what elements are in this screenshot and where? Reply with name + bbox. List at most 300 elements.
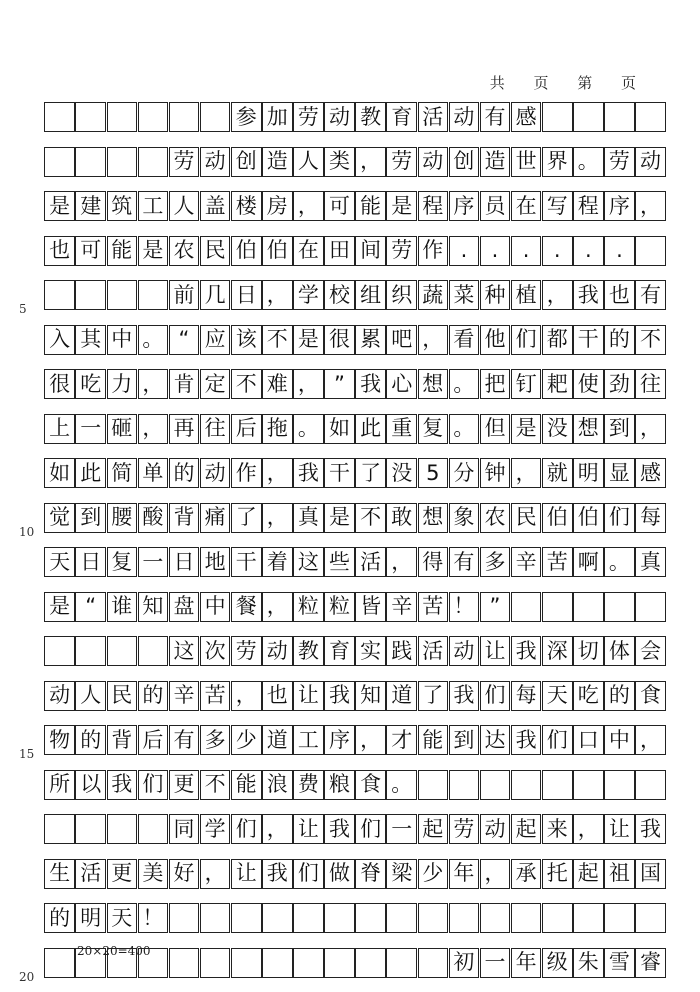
grid-cell: ， xyxy=(138,369,169,399)
grid-cell: 应 xyxy=(200,325,231,355)
grid-cell: 显 xyxy=(604,458,635,488)
grid-cell: 造 xyxy=(262,147,293,177)
grid-cell: 劳 xyxy=(449,814,480,844)
grid-cell: 民 xyxy=(107,681,138,711)
grid-cell: 序 xyxy=(604,191,635,221)
grid-cell xyxy=(107,636,138,666)
grid-cell: 但 xyxy=(480,414,511,444)
grid-cell: 雪 xyxy=(604,948,635,978)
grid-cell xyxy=(386,948,417,978)
grid-cell: 这 xyxy=(293,547,324,577)
grid-cell: ， xyxy=(542,280,573,310)
grid-cell: 。 xyxy=(138,325,169,355)
line-number: 20 xyxy=(19,969,35,984)
grid-cell: 的 xyxy=(169,458,200,488)
grid-cell: ， xyxy=(231,681,262,711)
manuscript-grid xyxy=(19,102,667,992)
grid-cell: 入 xyxy=(44,325,75,355)
grid-cell: 粒 xyxy=(293,592,324,622)
grid-cell: 劲 xyxy=(604,369,635,399)
grid-cell: 造 xyxy=(480,147,511,177)
grid-cell xyxy=(573,592,604,622)
grid-cell: 创 xyxy=(449,147,480,177)
grid-cell xyxy=(542,102,573,132)
grid-cell: 。 xyxy=(604,547,635,577)
grid-cell xyxy=(542,592,573,622)
grid-cell: 建 xyxy=(75,191,106,221)
grid-cell: 更 xyxy=(169,770,200,800)
grid-cell: 的 xyxy=(604,681,635,711)
grid-cell xyxy=(511,903,542,933)
grid-cell: 更 xyxy=(107,859,138,889)
grid-cell xyxy=(511,770,542,800)
grid-cell: 的 xyxy=(75,725,106,755)
grid-cell: 日 xyxy=(75,547,106,577)
grid-cell xyxy=(635,770,666,800)
grid-cell: 让 xyxy=(293,814,324,844)
grid-cell: 深 xyxy=(542,636,573,666)
grid-row xyxy=(45,814,667,844)
grid-cell: ， xyxy=(418,325,449,355)
grid-cell: 。 xyxy=(293,414,324,444)
grid-cell: 我 xyxy=(573,280,604,310)
grid-cell: 真 xyxy=(635,547,666,577)
grid-cell: 是 xyxy=(138,236,169,266)
grid-cell: 写 xyxy=(542,191,573,221)
grid-cell: 我 xyxy=(324,681,355,711)
grid-cell xyxy=(200,948,231,978)
grid-cell: 动 xyxy=(635,147,666,177)
grid-cell: 在 xyxy=(511,191,542,221)
grid-cell xyxy=(44,147,75,177)
grid-cell xyxy=(138,280,169,310)
grid-cell: 把 xyxy=(480,369,511,399)
grid-cell: 间 xyxy=(355,236,386,266)
grid-cell: 背 xyxy=(107,725,138,755)
grid-cell: 此 xyxy=(355,414,386,444)
grid-cell xyxy=(604,903,635,933)
grid-cell: 很 xyxy=(44,369,75,399)
grid-cell: 伯 xyxy=(573,503,604,533)
grid-cell: 组 xyxy=(355,280,386,310)
grid-cell: 动 xyxy=(449,636,480,666)
grid-cell: 人 xyxy=(75,681,106,711)
grid-cell: . xyxy=(542,236,573,266)
grid-cell: 在 xyxy=(293,236,324,266)
grid-cell: 我 xyxy=(324,814,355,844)
grid-cell: 多 xyxy=(480,547,511,577)
grid-row xyxy=(45,369,667,399)
grid-cell: 让 xyxy=(293,681,324,711)
grid-cell: 初 xyxy=(449,948,480,978)
grid-cell: 人 xyxy=(293,147,324,177)
grid-row xyxy=(45,191,667,221)
grid-cell: 是 xyxy=(511,414,542,444)
grid-cell: ， xyxy=(138,414,169,444)
grid-cell: 不 xyxy=(231,369,262,399)
grid-cell xyxy=(44,814,75,844)
grid-cell: 我 xyxy=(262,859,293,889)
grid-cell: 育 xyxy=(324,636,355,666)
grid-cell xyxy=(355,903,386,933)
grid-cell: 作 xyxy=(418,236,449,266)
grid-cell: 们 xyxy=(138,770,169,800)
grid-cell xyxy=(75,814,106,844)
grid-cell: 知 xyxy=(138,592,169,622)
grid-cell xyxy=(293,948,324,978)
grid-cell xyxy=(262,903,293,933)
grid-cell: ” xyxy=(324,369,355,399)
grid-cell xyxy=(138,814,169,844)
grid-cell: ， xyxy=(262,814,293,844)
grid-cell xyxy=(418,948,449,978)
grid-cell: 天 xyxy=(44,547,75,577)
grid-cell: 想 xyxy=(573,414,604,444)
grid-cell: 有 xyxy=(449,547,480,577)
grid-cell: 能 xyxy=(355,191,386,221)
grid-cell: ， xyxy=(293,369,324,399)
grid-cell: . xyxy=(480,236,511,266)
grid-cell: . xyxy=(449,236,480,266)
grid-cell: 腰 xyxy=(107,503,138,533)
grid-cell: 费 xyxy=(293,770,324,800)
grid-cell: 痛 xyxy=(200,503,231,533)
grid-cell: 程 xyxy=(573,191,604,221)
grid-cell xyxy=(107,280,138,310)
grid-cell xyxy=(573,903,604,933)
grid-cell: 民 xyxy=(200,236,231,266)
grid-cell: 干 xyxy=(231,547,262,577)
grid-row xyxy=(45,903,667,933)
grid-capacity-label: 20×20=400 xyxy=(77,944,151,958)
grid-cell: 不 xyxy=(262,325,293,355)
grid-cell: 想 xyxy=(418,503,449,533)
grid-cell: 肯 xyxy=(169,369,200,399)
grid-cell: 伯 xyxy=(231,236,262,266)
grid-cell: ， xyxy=(262,592,293,622)
grid-cell: 明 xyxy=(75,903,106,933)
grid-cell: 浪 xyxy=(262,770,293,800)
grid-cell: 日 xyxy=(231,280,262,310)
grid-cell: 劳 xyxy=(231,636,262,666)
grid-cell: 们 xyxy=(231,814,262,844)
grid-cell: 参 xyxy=(231,102,262,132)
grid-cell: 了 xyxy=(355,458,386,488)
grid-cell: 我 xyxy=(449,681,480,711)
grid-cell xyxy=(169,948,200,978)
grid-cell: 们 xyxy=(604,503,635,533)
grid-cell: 道 xyxy=(386,681,417,711)
grid-cell: 活 xyxy=(418,102,449,132)
grid-cell: 序 xyxy=(324,725,355,755)
grid-cell: 起 xyxy=(511,814,542,844)
grid-cell: 织 xyxy=(386,280,417,310)
grid-cell: 使 xyxy=(573,369,604,399)
grid-cell: 切 xyxy=(573,636,604,666)
grid-cell: 同 xyxy=(169,814,200,844)
grid-cell: 序 xyxy=(449,191,480,221)
grid-cell: 来 xyxy=(542,814,573,844)
grid-cell: 力 xyxy=(107,369,138,399)
grid-cell: 几 xyxy=(200,280,231,310)
grid-cell: 伯 xyxy=(262,236,293,266)
grid-cell xyxy=(200,903,231,933)
grid-cell xyxy=(138,636,169,666)
grid-cell: 教 xyxy=(355,102,386,132)
grid-cell: 此 xyxy=(75,458,106,488)
grid-cell: 了 xyxy=(231,503,262,533)
grid-cell: 该 xyxy=(231,325,262,355)
grid-cell xyxy=(449,770,480,800)
grid-cell: 校 xyxy=(324,280,355,310)
grid-cell: 感 xyxy=(511,102,542,132)
grid-cell: 中 xyxy=(604,725,635,755)
grid-cell: 世 xyxy=(511,147,542,177)
grid-cell: “ xyxy=(169,325,200,355)
grid-cell: 不 xyxy=(200,770,231,800)
grid-cell: 体 xyxy=(604,636,635,666)
grid-cell: 重 xyxy=(386,414,417,444)
grid-cell: 践 xyxy=(386,636,417,666)
grid-cell: 敢 xyxy=(386,503,417,533)
grid-cell: 动 xyxy=(480,814,511,844)
grid-cell: 苦 xyxy=(200,681,231,711)
grid-cell: 劳 xyxy=(386,147,417,177)
grid-cell: ， xyxy=(386,547,417,577)
grid-cell: 些 xyxy=(324,547,355,577)
grid-cell: 少 xyxy=(231,725,262,755)
grid-row xyxy=(45,147,667,177)
grid-row xyxy=(45,592,667,622)
grid-cell: 脊 xyxy=(355,859,386,889)
grid-cell: 才 xyxy=(386,725,417,755)
line-number: 15 xyxy=(19,747,35,761)
grid-cell: 是 xyxy=(44,592,75,622)
grid-cell: 日 xyxy=(169,547,200,577)
grid-cell: 如 xyxy=(44,458,75,488)
grid-cell xyxy=(511,592,542,622)
grid-cell: 祖 xyxy=(604,859,635,889)
grid-cell: ！ xyxy=(138,903,169,933)
grid-cell: 中 xyxy=(107,325,138,355)
grid-cell: ， xyxy=(573,814,604,844)
grid-cell: 到 xyxy=(604,414,635,444)
grid-cell: ， xyxy=(262,280,293,310)
grid-cell: 是 xyxy=(44,191,75,221)
grid-cell xyxy=(75,102,106,132)
grid-cell: 我 xyxy=(511,725,542,755)
grid-cell: 天 xyxy=(107,903,138,933)
grid-cell xyxy=(324,903,355,933)
grid-cell xyxy=(138,147,169,177)
grid-cell: 托 xyxy=(542,859,573,889)
grid-cell: 伯 xyxy=(542,503,573,533)
grid-cell xyxy=(169,903,200,933)
grid-cell: 年 xyxy=(449,859,480,889)
grid-cell: 有 xyxy=(169,725,200,755)
grid-cell: 达 xyxy=(480,725,511,755)
grid-cell: 们 xyxy=(355,814,386,844)
grid-cell: 辛 xyxy=(169,681,200,711)
grid-cell: 着 xyxy=(262,547,293,577)
grid-cell: ， xyxy=(355,147,386,177)
grid-cell: 。 xyxy=(449,414,480,444)
grid-cell: 得 xyxy=(418,547,449,577)
grid-cell: 也 xyxy=(44,236,75,266)
grid-cell: 动 xyxy=(418,147,449,177)
grid-cell: 可 xyxy=(324,191,355,221)
grid-cell: . xyxy=(511,236,542,266)
grid-cell: 单 xyxy=(138,458,169,488)
grid-cell xyxy=(542,770,573,800)
grid-cell xyxy=(169,102,200,132)
grid-cell: 有 xyxy=(480,102,511,132)
grid-cell: 有 xyxy=(635,280,666,310)
grid-cell: . xyxy=(573,236,604,266)
grid-cell: 没 xyxy=(386,458,417,488)
grid-cell: . xyxy=(604,236,635,266)
grid-cell xyxy=(231,948,262,978)
grid-cell xyxy=(75,280,106,310)
grid-cell: 耙 xyxy=(542,369,573,399)
grid-cell: 真 xyxy=(293,503,324,533)
grid-cell: 地 xyxy=(200,547,231,577)
grid-cell: 起 xyxy=(573,859,604,889)
grid-cell: 的 xyxy=(604,325,635,355)
grid-cell xyxy=(604,592,635,622)
grid-cell: 农 xyxy=(169,236,200,266)
grid-cell xyxy=(75,636,106,666)
grid-cell: 作 xyxy=(231,458,262,488)
grid-cell: 动 xyxy=(324,102,355,132)
grid-cell xyxy=(418,770,449,800)
grid-cell: 级 xyxy=(542,948,573,978)
grid-cell: 我 xyxy=(511,636,542,666)
grid-cell xyxy=(573,770,604,800)
grid-cell: 动 xyxy=(44,681,75,711)
grid-cell: 如 xyxy=(324,414,355,444)
grid-cell: 。 xyxy=(573,147,604,177)
grid-row xyxy=(45,236,667,266)
line-number: 5 xyxy=(19,302,27,316)
grid-row xyxy=(45,325,667,355)
grid-cell: 可 xyxy=(75,236,106,266)
grid-cell: 上 xyxy=(44,414,75,444)
grid-row xyxy=(45,859,667,889)
grid-cell: 次 xyxy=(200,636,231,666)
grid-cell: ， xyxy=(355,725,386,755)
grid-cell: 动 xyxy=(200,147,231,177)
grid-cell xyxy=(604,102,635,132)
grid-cell xyxy=(418,903,449,933)
grid-cell: 承 xyxy=(511,859,542,889)
grid-cell xyxy=(138,102,169,132)
grid-cell: 一 xyxy=(386,814,417,844)
grid-cell: “ xyxy=(75,592,106,622)
grid-cell xyxy=(449,903,480,933)
grid-cell: 能 xyxy=(231,770,262,800)
grid-cell: 干 xyxy=(324,458,355,488)
grid-cell: 好 xyxy=(169,859,200,889)
grid-cell: 道 xyxy=(262,725,293,755)
grid-cell xyxy=(231,903,262,933)
grid-cell: 一 xyxy=(138,547,169,577)
grid-cell: 每 xyxy=(635,503,666,533)
grid-cell: 活 xyxy=(75,859,106,889)
grid-cell: 劳 xyxy=(169,147,200,177)
grid-cell: 是 xyxy=(293,325,324,355)
grid-cell: 也 xyxy=(262,681,293,711)
grid-row xyxy=(19,280,667,316)
grid-cell xyxy=(635,592,666,622)
grid-cell: 复 xyxy=(418,414,449,444)
grid-cell xyxy=(324,948,355,978)
grid-cell: 动 xyxy=(200,458,231,488)
grid-cell: 我 xyxy=(635,814,666,844)
grid-cell: 食 xyxy=(635,681,666,711)
grid-cell: 盖 xyxy=(200,191,231,221)
grid-cell: 农 xyxy=(480,503,511,533)
grid-cell: 。 xyxy=(449,369,480,399)
grid-cell xyxy=(635,903,666,933)
grid-cell: 觉 xyxy=(44,503,75,533)
grid-cell: 活 xyxy=(418,636,449,666)
grid-cell: 睿 xyxy=(635,948,666,978)
grid-cell xyxy=(107,102,138,132)
grid-cell: 后 xyxy=(231,414,262,444)
grid-cell: 育 xyxy=(386,102,417,132)
grid-row xyxy=(45,458,667,488)
grid-cell: 是 xyxy=(324,503,355,533)
grid-cell: 啊 xyxy=(573,547,604,577)
grid-cell: 他 xyxy=(480,325,511,355)
grid-cell: 我 xyxy=(293,458,324,488)
grid-row xyxy=(45,547,667,577)
grid-cell: 们 xyxy=(542,725,573,755)
grid-cell: 简 xyxy=(107,458,138,488)
grid-cell: 动 xyxy=(262,636,293,666)
grid-cell: 田 xyxy=(324,236,355,266)
grid-cell: 年 xyxy=(511,948,542,978)
grid-cell: 所 xyxy=(44,770,75,800)
grid-cell: 多 xyxy=(200,725,231,755)
grid-cell xyxy=(542,903,573,933)
grid-cell: 知 xyxy=(355,681,386,711)
grid-row xyxy=(19,725,667,761)
page-counter-header: 共 页 第 页 xyxy=(489,74,648,92)
grid-cell: 到 xyxy=(449,725,480,755)
grid-cell: 苦 xyxy=(542,547,573,577)
grid-cell: 工 xyxy=(138,191,169,221)
grid-cell: 5 xyxy=(418,458,449,488)
grid-cell: 会 xyxy=(635,636,666,666)
grid-cell: 食 xyxy=(355,770,386,800)
grid-cell: 的 xyxy=(138,681,169,711)
grid-cell: 类 xyxy=(324,147,355,177)
grid-cell: 植 xyxy=(511,280,542,310)
grid-cell xyxy=(355,948,386,978)
grid-cell: 动 xyxy=(449,102,480,132)
grid-cell: 感 xyxy=(635,458,666,488)
grid-cell xyxy=(635,236,666,266)
grid-cell: 们 xyxy=(511,325,542,355)
grid-cell: 没 xyxy=(542,414,573,444)
grid-cell xyxy=(480,903,511,933)
grid-cell: 楼 xyxy=(231,191,262,221)
grid-cell: ， xyxy=(200,859,231,889)
grid-cell: 美 xyxy=(138,859,169,889)
grid-cell: 钟 xyxy=(480,458,511,488)
